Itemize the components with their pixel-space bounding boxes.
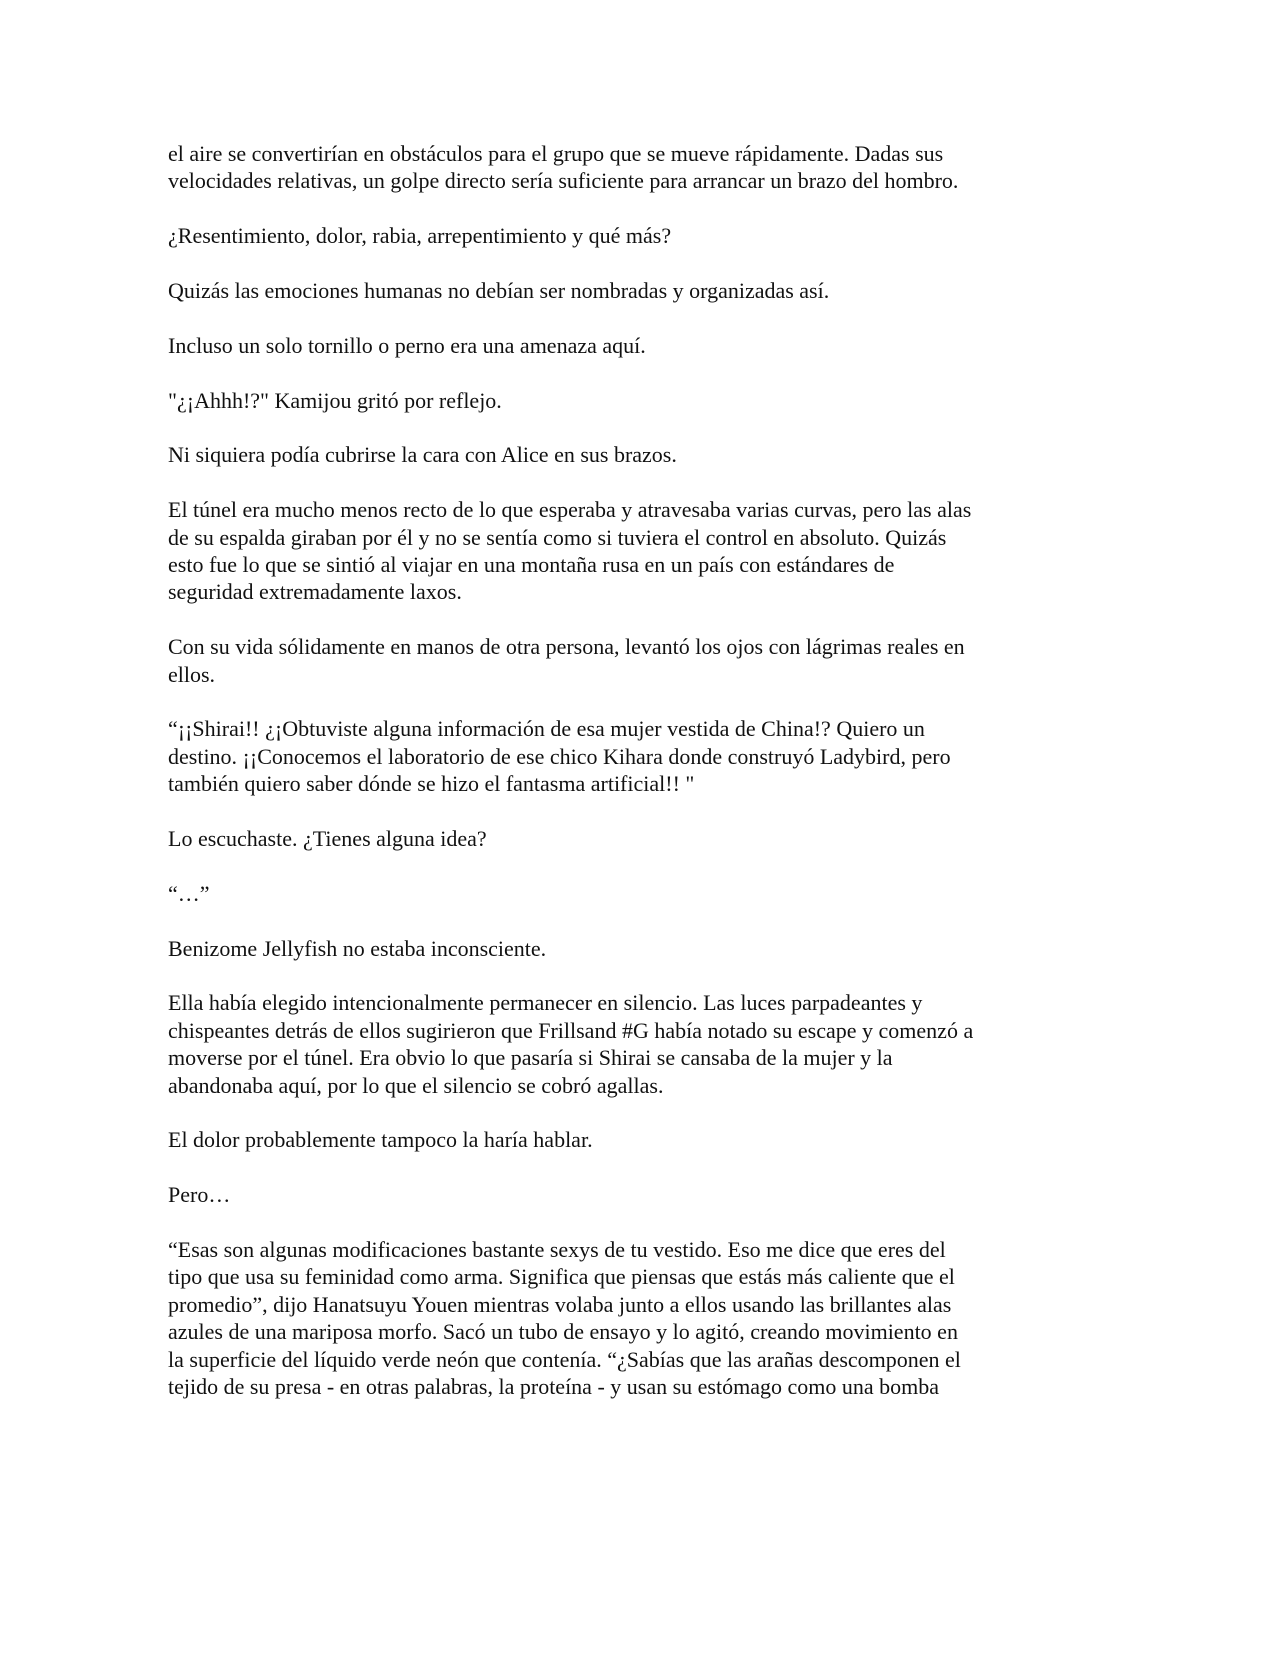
text-line: Incluso un solo tornillo o perno era una amenaza aquí. bbox=[168, 332, 646, 358]
text-line: Lo escuchaste. ¿Tienes alguna idea? bbox=[168, 826, 487, 852]
text-line: "¿¡Ahhh!?" Kamijou gritó por reflejo. bbox=[168, 387, 502, 413]
document-page bbox=[168, 140, 1068, 1428]
paragraph bbox=[168, 140, 1068, 195]
paragraph bbox=[168, 989, 1068, 1099]
text-line: Quizás las emociones humanas no debían ser nombradas y organizadas así. bbox=[168, 278, 830, 303]
paragraph bbox=[168, 496, 1068, 606]
text-line: ellos. bbox=[168, 661, 216, 687]
text-line: promedio”, dijo Hanatsuyu Youen mientras volaba junto a ellos usando las brillantes alas bbox=[168, 1291, 952, 1317]
text-line: moverse por el túnel. Era obvio lo que pasaría si Shirai se cansaba de la mujer y la bbox=[168, 1045, 893, 1071]
paragraph bbox=[168, 633, 1068, 688]
text-line: El túnel era mucho menos recto de lo que esperaba y atravesaba varias curvas, pero las alas bbox=[168, 497, 972, 523]
paragraph bbox=[168, 935, 1068, 962]
text-line: “Esas son algunas modificaciones bastante sexys de tu vestido. Eso me dice que eres del bbox=[168, 1237, 946, 1263]
text-line: abandonaba aquí, por lo que el silencio se cobró agallas. bbox=[168, 1072, 664, 1098]
text-line: velocidades relativas, un golpe directo sería suficiente para arrancar un brazo del hombro. bbox=[168, 168, 959, 194]
text-line: de su espalda giraban por él y no se sentía como si tuviera el control en absoluto. Quizás bbox=[168, 524, 947, 550]
text-line: tipo que usa su feminidad como arma. Significa que piensas que estás más caliente que el bbox=[168, 1264, 955, 1290]
text-line: “¡¡Shirai!! ¿¡Obtuviste alguna información de esa mujer vestida de China!? Quiero un bbox=[168, 716, 925, 742]
text-line: el aire se convertirían en obstáculos para el grupo que se mueve rápidamente. Dadas sus bbox=[168, 141, 944, 166]
text-line: ¿Resentimiento, dolor, rabia, arrepentimiento y qué más? bbox=[168, 223, 672, 249]
text-line: también quiero saber dónde se hizo el fantasma artificial!! " bbox=[168, 771, 695, 797]
text-line: Benizome Jellyfish no estaba inconsciente. bbox=[168, 935, 547, 961]
text-line: tejido de su presa - en otras palabras, la proteína - y usan su estómago como una bomba bbox=[168, 1374, 939, 1400]
paragraph bbox=[168, 1181, 1068, 1208]
text-line: seguridad extremadamente laxos. bbox=[168, 579, 462, 605]
text-line: la superficie del líquido verde neón que contenía. “¿Sabías que las arañas descomponen el bbox=[168, 1346, 961, 1372]
text-line: Pero… bbox=[168, 1182, 231, 1208]
paragraph bbox=[168, 1236, 1068, 1400]
text-line: “…” bbox=[168, 880, 210, 906]
text-line: destino. ¡¡Conocemos el laboratorio de ese chico Kihara donde construyó Ladybird, pero bbox=[168, 743, 951, 769]
text-line: esto fue lo que se sintió al viajar en una montaña rusa en un país con estándares de bbox=[168, 552, 895, 577]
text-line: El dolor probablemente tampoco la haría hablar. bbox=[168, 1127, 593, 1153]
text-line: azules de una mariposa morfo. Sacó un tubo de ensayo y lo agitó, creando movimiento en bbox=[168, 1319, 958, 1345]
paragraph bbox=[168, 715, 1068, 797]
text-line: Con su vida sólidamente en manos de otra persona, levantó los ojos con lágrimas reales en bbox=[168, 634, 965, 660]
paragraph bbox=[168, 387, 1068, 414]
text-line: chispeantes detrás de ellos sugirieron que Frillsand #G había notado su escape y comenzó a bbox=[168, 1017, 974, 1043]
paragraph bbox=[168, 880, 1068, 907]
paragraph bbox=[168, 825, 1068, 852]
paragraph bbox=[168, 222, 1068, 249]
paragraph bbox=[168, 1126, 1068, 1153]
text-line: Ella había elegido intencionalmente permanecer en silencio. Las luces parpadeantes y bbox=[168, 990, 923, 1016]
paragraph bbox=[168, 332, 1068, 359]
paragraph bbox=[168, 277, 1068, 304]
text-line: Ni siquiera podía cubrirse la cara con Alice en sus brazos. bbox=[168, 442, 677, 468]
paragraph bbox=[168, 441, 1068, 468]
